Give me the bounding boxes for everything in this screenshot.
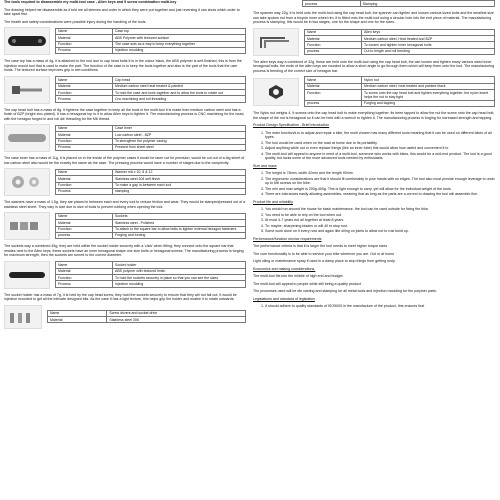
table-cell: Medium carbon steel, Heat treated and BZP [362, 36, 495, 42]
table-cell: Function [56, 182, 113, 188]
heading-legislation: Legislations and standard of legislation [253, 296, 315, 301]
table-cell: The case acts as a way to keep everything together [113, 41, 246, 47]
table-cell: To loosen and tighten inner hexagonal bolts [362, 42, 495, 48]
table-cell: Name [305, 77, 362, 83]
table-cell: Material [56, 176, 113, 182]
table-cell: Washer m6 x 10, 8 & 12 [113, 169, 246, 175]
table-cell: Screw drivers and socket drive [107, 310, 246, 316]
heading-product-design-spec: Product Design Specification - Brief introduction [253, 123, 330, 128]
table-cell: Stamping [360, 1, 494, 7]
table-cell: Pressed from sheet steel [113, 144, 246, 150]
table-cell: Material [56, 220, 113, 226]
legislation-list [253, 304, 495, 309]
tools-required-line: The tools required to disassemble my multi-tool case - Allen keys and 5 screw combination multi-key [4, 0, 177, 4]
heading-economics: Economics and making considerations. [253, 266, 316, 271]
table-cell: Injection moulding [113, 47, 246, 53]
table-cell: ABS Polymer with textured surface [113, 35, 246, 41]
list-item: 2. The ergonomic considerations are that it should fit comfortably in your hands with no edges. The tool also must provide enough leverage to undo up to M6 screws on the bike. [265, 177, 495, 186]
list-item: 2. You need to be able to rely on the tool when out. [265, 213, 495, 218]
paragraph-health-safety: The health and safety considerations were possible injury during the handling of the tools. [4, 19, 147, 24]
heading-product-life: Product life and reliability [253, 199, 293, 204]
table-cell: ABS polymer with textured finish [113, 268, 246, 274]
table-cell: Nylon nut [362, 77, 495, 83]
table-cell: stamping [113, 188, 246, 194]
table-cell: Function [56, 41, 113, 47]
nyloc-nut-image [253, 78, 299, 106]
table-cell: To strengthen the polymer casing [113, 138, 246, 144]
table-cell: Medium carbon steel heat treated & painted [113, 83, 246, 89]
table-cell: Function [305, 90, 362, 101]
table-cell: Socket holder [113, 262, 246, 268]
table-cell: Injection moulding [113, 281, 246, 287]
paragraph-socket-holder: The socket holder has a mass of 7g, it is held by the cap head screw, they hold the sockets securely to ensure that they will not fall out. It would be injection moulded to get all the intricate designed bits. As the case it has a light texture, this helps grip the holder and enable it to rotate outwards. [4, 292, 237, 301]
list-item: 3. The min and max weight is 200g-400g. This is light enough to carry, yet will allow for the individual weight of the tools. [265, 187, 495, 192]
heading-performance: Performance/function service requirements [253, 236, 322, 241]
nyloc-table [304, 76, 495, 107]
table-cell: Process [56, 96, 113, 102]
table-cell: Stainless steel 304 self finish [113, 176, 246, 182]
spanner-table-tail [253, 0, 495, 7]
list-item: 4. The multi-tool will appeal to anyone in need of a multi-tool, someone who works with bikes, this would be a mid-end product. The tool is a good quality, but lacks some of the more advanced tools needed by enthusiasts. [265, 152, 495, 161]
cap-head-section [4, 76, 246, 104]
table-cell: To hold the case and tools together and to allow the tools to rotate out [113, 90, 246, 96]
socket-holder-table [55, 261, 246, 288]
table-cell: Stainless steel 306 [107, 317, 246, 323]
table-cell: Material [305, 83, 362, 89]
washer-section [4, 168, 246, 196]
list-item: 1. You would run around the house for basic maintenance, the tool can be used outside for fixing the bike. [265, 207, 495, 212]
screwdriver-image [4, 305, 42, 329]
table-cell: Name [56, 28, 113, 34]
paragraph-case-top: The case top has a mass of 4g, it is attached to the tool due to cap head bolts.It is in the colour black, the ABS polymer is self-finished, this is from the injection mould tool that is used to make the part. The function of the case is to keep the tools together and also is the part of the tools that the user holds. The textured surface improves grip in wet conditions. [4, 59, 242, 72]
paragraph-performance: The performance criteria is that it is larger the tool needs to meet higher torque sizes [253, 244, 388, 249]
table-cell: Function [56, 275, 113, 281]
table-cell: Forging and turning [113, 232, 246, 238]
table-cell: Material [56, 83, 113, 89]
table-cell: process [305, 48, 362, 54]
table-cell: Name [305, 29, 362, 35]
table-cell: Material [56, 35, 113, 41]
paragraph-core-function: The core functionality is to be able to service your bike wherever you are. Out or at home [253, 251, 395, 256]
nyloc-section [253, 76, 495, 107]
table-cell: Process [56, 144, 113, 150]
paragraph-market: The multi-tool fits into the middle of high end and budget. [253, 274, 344, 279]
table-cell: Sockets [113, 213, 246, 219]
case-top-table [55, 28, 246, 55]
table-cell: process [305, 100, 362, 106]
table-cell: Name [56, 262, 113, 268]
paragraph-spanner: The spanner way 22g. It is held onto the multi-tool using the cap head bolt, the spanner can tighten and loosen various sized bolts and the smallest size can take spokes nut from a bicycle inner wheel rim, it is fitted onto the multi-tool using a circular hole into the end piece of material. The manufacturing process is stamping, this would be in two stages, one for the shape and one for the sizes. [253, 11, 494, 25]
table-cell: To attach to the square bar to allow bolts to tighten external hexagon fasteners [113, 226, 246, 232]
paragraph-disassembly: The drawing helped me disassemble as it told me all sleeves and order in which they were put together and just reversing it can show which order to take apart first. [4, 7, 240, 16]
list-item: 3. Adjust anything while out or even replace things (like an inner tube) this would allow how useful and convenient it is. [265, 146, 495, 151]
table-cell: Name [56, 125, 113, 131]
table-cell: Case inner [113, 125, 246, 131]
table-cell: Medium carbon steel, heat treated and painted black [362, 83, 495, 89]
sockets-table [55, 213, 246, 240]
spec-list [253, 131, 495, 161]
allen-keys-section [253, 28, 495, 56]
case-inner-image [4, 124, 50, 152]
table-cell: Function [305, 42, 362, 48]
table-cell: Material [56, 132, 113, 138]
table-cell: Function [56, 226, 113, 232]
socket-holder-section [4, 261, 246, 289]
table-cell: Case top [113, 28, 246, 34]
cap-head-bolt-image [4, 76, 50, 104]
table-cell: Low carbon steel - BZP [113, 132, 246, 138]
table-cell: Process [56, 188, 113, 194]
table-cell: Function [56, 138, 113, 144]
list-item: 1. It should adhere to quality standards of ISO9000 in the manufacture of the product, this ensures that [265, 304, 495, 309]
table-cell: Material [305, 36, 362, 42]
sockets-section [4, 212, 246, 240]
table-cell: Forging and tapping [362, 100, 495, 106]
list-item: 4. There are tolerances easily allowing assemblies, meaning that as long as the parts are a correct to drawing the tool will assemble fine. [265, 192, 495, 197]
table-cell: Cap head [113, 77, 246, 83]
paragraph-nyloc: The Nyloc nut weighs 4. It screws onto the cap head bolt to make everything together. Its been tapped to allow the nut the screw onto the cap head bolt, the shape of the nut is hexagonal so it can be held with a wrench to tighten it. The manufacturing process is forging for increased strength and tapping. [253, 111, 495, 120]
socket-holder-image [4, 261, 50, 289]
heading-size-mass: Size and mass [253, 163, 277, 168]
spanner-table [302, 0, 495, 7]
allen-keys-table [304, 29, 495, 56]
table-cell: Name [48, 310, 107, 316]
list-item: 1. The main function/s is to adjust and repair a bike, the multi chosen has many different tools meaning that it can be used on different bikes of all types. [265, 131, 495, 140]
paragraph-cap-head: The cap head bolt has a mass of 8g. It tightens the case together to keep all the tools in the multi-tool it is made from medium carbon steel and has a finish of BZP (bright zinc plated). It has a hexagonal top to it to allow Allen keys to tighten it. The manufacturing process is CNC machining for the head, with the hexagon forged in and roll die threading for the M6 thread. [4, 107, 245, 121]
table-cell: Material [48, 317, 107, 323]
sockets-image [4, 212, 50, 240]
case-inner-section [4, 124, 246, 152]
table-cell: Cut to length and roll bending [362, 48, 495, 54]
list-item: 4. To: maybe, sharpening blades or will 40 to stop rust. [265, 224, 495, 229]
washer-table [55, 169, 246, 196]
table-cell: Name [56, 169, 113, 175]
table-cell: Name [56, 77, 113, 83]
table-cell: To screw onto the cap head bolt and tighten everything together, the nylon insert helps the nut to stay tight [362, 90, 495, 101]
table-cell: process [303, 1, 361, 7]
paragraph-sockets: The sockets way a combined 45g, they are held within the socket holder securely with a 'click' when fitting, they connect onto the square bar that resides next to the Allen keys, these sockets have an inner hexagonal shape one size bolts or hexagonal screws. The manufacturing process is forging for maximum strength, then the sockets are turned to the correct diameter. [4, 244, 244, 257]
allen-keys-image [253, 28, 299, 56]
left-column [4, 0, 246, 333]
list-item: 5. Some work done on it every now and again like oiling on joints to allow not to rust build up. [265, 229, 495, 234]
list-item: 2. The tool would be used when on the road at home due to its portability. [265, 141, 495, 146]
screwdriver-table [47, 310, 246, 324]
case-top-section [4, 27, 246, 55]
table-cell: Name [56, 213, 113, 219]
life-list [253, 207, 495, 234]
table-cell: Process [56, 47, 113, 53]
screwdriver-section [4, 305, 246, 329]
list-item: 3. At most 4-7 years but all together at least 8 years [265, 218, 495, 223]
right-column [253, 0, 495, 312]
table-cell: Stainless steel - Polished [113, 220, 246, 226]
table-cell: process [56, 232, 113, 238]
cap-head-table [55, 76, 246, 103]
list-item: 1. The height is 78mm, width 42mm and the length 90mm. [265, 171, 495, 176]
table-cell: Cnc machining and roll threading [113, 96, 246, 102]
table-cell: Function [56, 90, 113, 96]
table-cell: To hold the sockets securely in place so that you can see the sizes [113, 275, 246, 281]
paragraph-allen-keys: The allen keys way a combined of 32g, these are held onto the multi-tool using the cap head bolt, the can loosen and tighten many various sized inner hexagonal bolts, the ends of the allen keys are rounded to allow a short angle to go through them which will keep them onto the tool. The manufacturing process is bending of the correct size of hexagon bar. [253, 59, 495, 73]
case-inner-table [55, 125, 246, 152]
table-cell: Process [56, 281, 113, 287]
table-cell: Allen keys [362, 29, 495, 35]
size-list [253, 171, 495, 197]
paragraph-case-inner: The case inner has a mass of 11g, it is placed on in the inside of the polymer cases it would be laser cut for precision, would be cut out of a big sheet of low carbon steel also would be the exactly the same as the case. The pressing process would have a number of stages due to the complexity. [4, 156, 245, 165]
paragraph-washers: The washers have a mass of 1.5g, they are placed in between each and every tool to reduce friction and wear. They would be stamped/pressed out of a stainless steel sheet. They vary in size due to size of tools to prevent rubbing when opening the tool. [4, 200, 246, 209]
table-cell: To make a gap in-between each tool [113, 182, 246, 188]
paragraph-processes: The processes used will be die casting and stamping for all metal tools and injection moulding for the polymer parts. [253, 289, 437, 294]
case-top-image [4, 27, 50, 55]
paragraph-appeal: The multi-tool will appeal to people while still being a quality product [253, 281, 361, 286]
table-cell: Material [56, 268, 113, 274]
washers-image [4, 168, 50, 196]
paragraph-maintenance: Light oiling or maintenance spray if used in a damp place to stop things from getting rusty. [253, 259, 396, 264]
